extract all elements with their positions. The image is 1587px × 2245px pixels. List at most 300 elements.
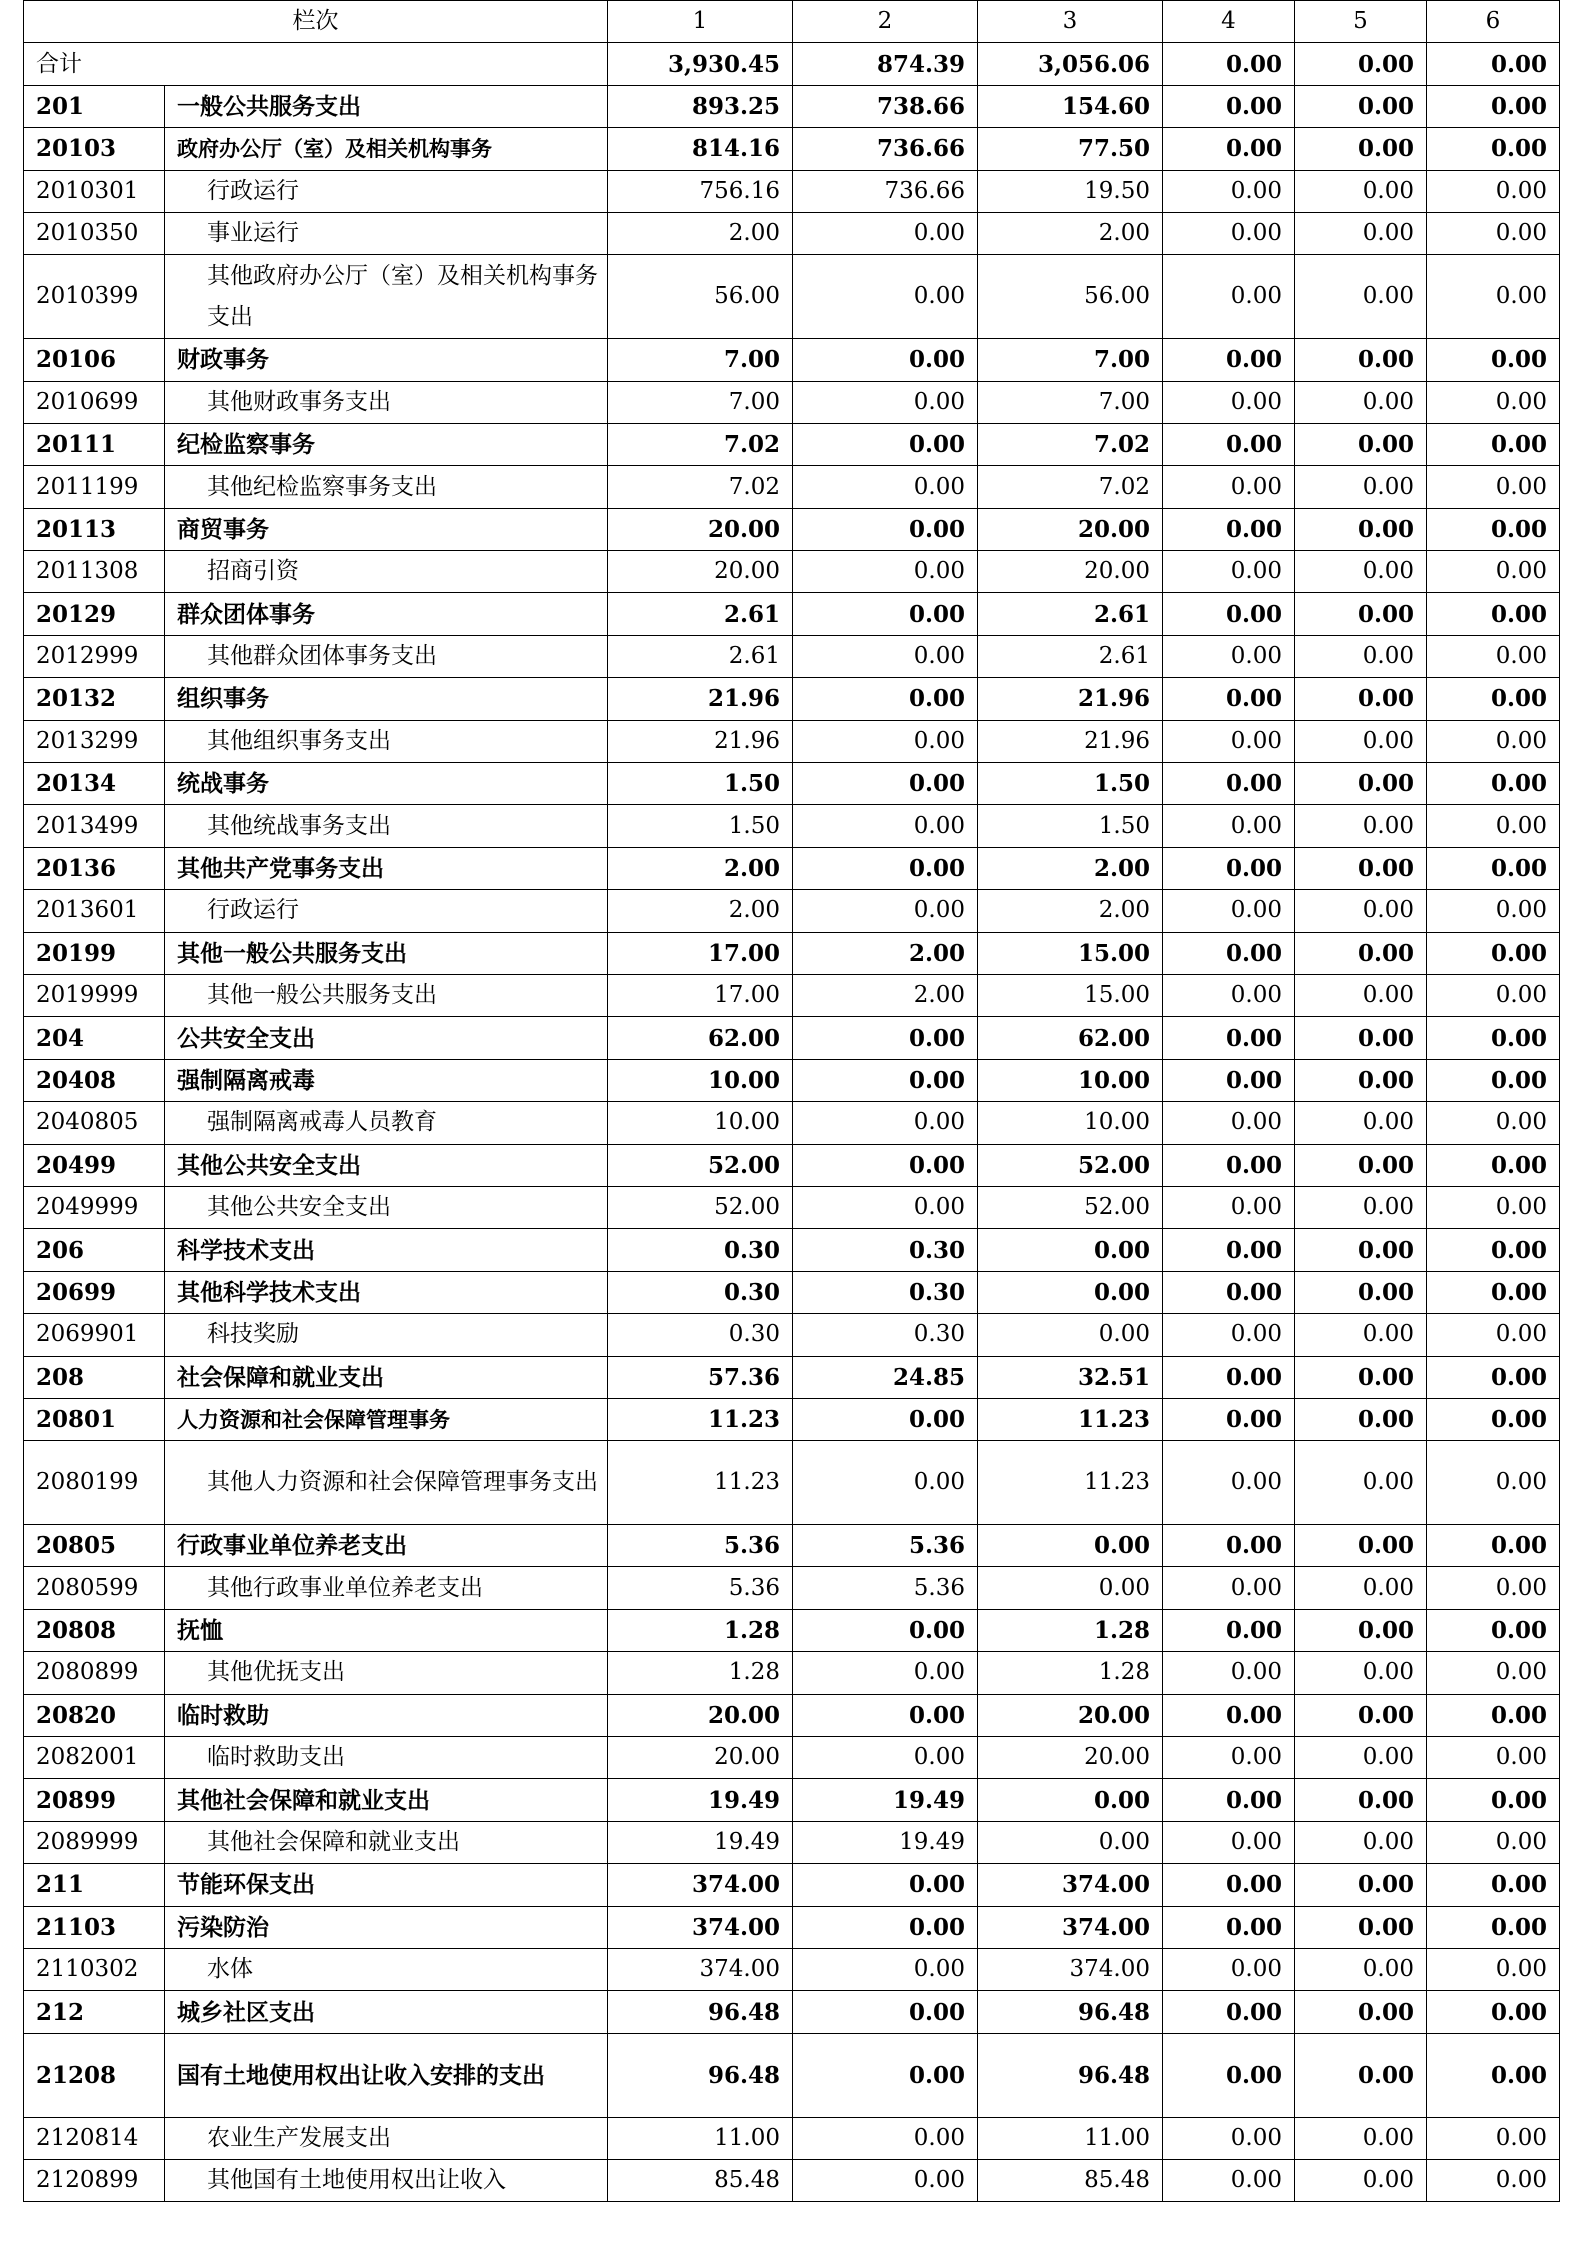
total-value: 0.00: [1163, 43, 1295, 85]
row-name: 其他组织事务支出: [165, 720, 608, 762]
row-value-col-2: 0.00: [793, 1864, 978, 1906]
row-value-col-2: 736.66: [793, 170, 978, 212]
row-value-col-5: 0.00: [1295, 932, 1427, 974]
row-value-col-3: 0.00: [978, 1567, 1163, 1609]
row-value-col-3: 374.00: [978, 1949, 1163, 1991]
table-row: [24, 932, 1560, 974]
row-value-col-6: 0.00: [1427, 466, 1560, 508]
row-value-col-1: 62.00: [608, 1017, 793, 1059]
row-value-col-6: 0.00: [1427, 170, 1560, 212]
row-value-col-3: 21.96: [978, 678, 1163, 720]
row-value-col-5: 0.00: [1295, 466, 1427, 508]
row-value-col-4: 0.00: [1163, 1186, 1295, 1228]
table-row: [24, 890, 1560, 932]
row-value-col-4: 0.00: [1163, 423, 1295, 465]
row-value-col-1: 96.48: [608, 1991, 793, 2033]
row-value-col-5: 0.00: [1295, 2033, 1427, 2117]
row-value-col-3: 15.00: [978, 975, 1163, 1017]
table-row: [24, 551, 1560, 593]
row-value-col-1: 5.36: [608, 1567, 793, 1609]
row-value-col-6: 0.00: [1427, 1567, 1560, 1609]
row-value-col-3: 0.00: [978, 1271, 1163, 1313]
row-value-col-3: 20.00: [978, 1737, 1163, 1779]
row-value-col-3: 56.00: [978, 255, 1163, 339]
row-name: 水体: [165, 1949, 608, 1991]
row-value-col-2: 19.49: [793, 1821, 978, 1863]
row-value-col-4: 0.00: [1163, 1821, 1295, 1863]
row-value-col-6: 0.00: [1427, 128, 1560, 170]
row-value-col-4: 0.00: [1163, 1271, 1295, 1313]
row-value-col-1: 85.48: [608, 2159, 793, 2201]
row-value-col-2: 0.00: [793, 1144, 978, 1186]
row-value-col-3: 10.00: [978, 1102, 1163, 1144]
row-value-col-6: 0.00: [1427, 2159, 1560, 2201]
row-value-col-4: 0.00: [1163, 763, 1295, 805]
table-row: [24, 423, 1560, 465]
table-row: [24, 720, 1560, 762]
table-row: [24, 128, 1560, 170]
row-name: 公共安全支出: [165, 1017, 608, 1059]
row-name: 其他共产党事务支出: [165, 847, 608, 889]
row-value-col-1: 56.00: [608, 255, 793, 339]
row-value-col-3: 20.00: [978, 1694, 1163, 1736]
row-value-col-5: 0.00: [1295, 1102, 1427, 1144]
row-value-col-4: 0.00: [1163, 1229, 1295, 1271]
row-name: 行政运行: [165, 170, 608, 212]
row-value-col-6: 0.00: [1427, 1314, 1560, 1356]
row-value-col-3: 2.61: [978, 593, 1163, 635]
row-value-col-4: 0.00: [1163, 1779, 1295, 1821]
row-value-col-1: 1.28: [608, 1652, 793, 1694]
table-row: [24, 1779, 1560, 1821]
row-value-col-5: 0.00: [1295, 975, 1427, 1017]
table-row: [24, 1991, 1560, 2033]
row-value-col-4: 0.00: [1163, 975, 1295, 1017]
row-value-col-4: 0.00: [1163, 1864, 1295, 1906]
row-value-col-4: 0.00: [1163, 212, 1295, 254]
row-value-col-3: 52.00: [978, 1144, 1163, 1186]
row-value-col-4: 0.00: [1163, 1059, 1295, 1101]
row-name: 其他政府办公厅（室）及相关机构事务支出: [165, 255, 608, 339]
row-value-col-3: 62.00: [978, 1017, 1163, 1059]
row-name: 其他财政事务支出: [165, 381, 608, 423]
row-code: 2013499: [24, 805, 165, 847]
row-name: 农业生产发展支出: [165, 2117, 608, 2159]
table-row: [24, 1186, 1560, 1228]
row-value-col-4: 0.00: [1163, 255, 1295, 339]
table-row: [24, 635, 1560, 677]
header-col-1: 1: [608, 1, 793, 43]
row-value-col-3: 7.02: [978, 466, 1163, 508]
table-row: [24, 1229, 1560, 1271]
row-value-col-2: 0.00: [793, 2117, 978, 2159]
row-value-col-2: 0.00: [793, 212, 978, 254]
row-value-col-1: 11.23: [608, 1398, 793, 1440]
row-value-col-4: 0.00: [1163, 720, 1295, 762]
row-value-col-5: 0.00: [1295, 763, 1427, 805]
row-value-col-6: 0.00: [1427, 635, 1560, 677]
row-code: 20805: [24, 1525, 165, 1567]
row-code: 2013299: [24, 720, 165, 762]
row-code: 212: [24, 1991, 165, 2033]
row-value-col-4: 0.00: [1163, 1652, 1295, 1694]
row-value-col-4: 0.00: [1163, 1567, 1295, 1609]
row-name: 其他优抚支出: [165, 1652, 608, 1694]
row-value-col-1: 17.00: [608, 932, 793, 974]
row-value-col-4: 0.00: [1163, 635, 1295, 677]
row-value-col-2: 0.00: [793, 381, 978, 423]
table-row: [24, 847, 1560, 889]
row-value-col-2: 0.00: [793, 720, 978, 762]
row-value-col-2: 0.30: [793, 1314, 978, 1356]
row-name: 其他社会保障和就业支出: [165, 1821, 608, 1863]
row-value-col-2: 0.00: [793, 847, 978, 889]
row-value-col-5: 0.00: [1295, 508, 1427, 550]
row-value-col-6: 0.00: [1427, 1229, 1560, 1271]
row-value-col-5: 0.00: [1295, 890, 1427, 932]
table-row: [24, 1102, 1560, 1144]
row-value-col-2: 0.00: [793, 339, 978, 381]
row-value-col-4: 0.00: [1163, 339, 1295, 381]
row-value-col-2: 5.36: [793, 1525, 978, 1567]
row-value-col-5: 0.00: [1295, 85, 1427, 127]
row-value-col-5: 0.00: [1295, 1609, 1427, 1651]
row-value-col-2: 0.00: [793, 805, 978, 847]
row-code: 20113: [24, 508, 165, 550]
row-name: 其他科学技术支出: [165, 1271, 608, 1313]
row-value-col-4: 0.00: [1163, 678, 1295, 720]
total-value: 3,930.45: [608, 43, 793, 85]
row-value-col-5: 0.00: [1295, 1694, 1427, 1736]
row-name: 一般公共服务支出: [165, 85, 608, 127]
row-value-col-1: 814.16: [608, 128, 793, 170]
row-value-col-2: 0.00: [793, 1398, 978, 1440]
total-value: 874.39: [793, 43, 978, 85]
row-code: 21208: [24, 2033, 165, 2117]
row-value-col-1: 10.00: [608, 1059, 793, 1101]
row-value-col-1: 20.00: [608, 1694, 793, 1736]
row-value-col-2: 0.00: [793, 1059, 978, 1101]
row-code: 2120899: [24, 2159, 165, 2201]
row-value-col-2: 19.49: [793, 1779, 978, 1821]
row-value-col-6: 0.00: [1427, 1949, 1560, 1991]
row-value-col-6: 0.00: [1427, 1864, 1560, 1906]
row-code: 20408: [24, 1059, 165, 1101]
row-name: 纪检监察事务: [165, 423, 608, 465]
row-code: 20136: [24, 847, 165, 889]
table-row: [24, 1821, 1560, 1863]
table-row: [24, 1059, 1560, 1101]
row-value-col-6: 0.00: [1427, 1737, 1560, 1779]
row-code: 20499: [24, 1144, 165, 1186]
row-code: 2089999: [24, 1821, 165, 1863]
row-value-col-1: 5.36: [608, 1525, 793, 1567]
row-value-col-1: 1.50: [608, 763, 793, 805]
row-value-col-6: 0.00: [1427, 1271, 1560, 1313]
row-value-col-5: 0.00: [1295, 1017, 1427, 1059]
row-value-col-5: 0.00: [1295, 128, 1427, 170]
row-value-col-2: 0.00: [793, 255, 978, 339]
table-row: [24, 805, 1560, 847]
row-code: 20106: [24, 339, 165, 381]
header-col-5: 5: [1295, 1, 1427, 43]
row-value-col-2: 0.00: [793, 1652, 978, 1694]
row-value-col-1: 57.36: [608, 1356, 793, 1398]
table-row: [24, 170, 1560, 212]
row-value-col-6: 0.00: [1427, 1102, 1560, 1144]
row-value-col-3: 0.00: [978, 1229, 1163, 1271]
row-value-col-3: 154.60: [978, 85, 1163, 127]
row-code: 20801: [24, 1398, 165, 1440]
row-name: 其他一般公共服务支出: [165, 932, 608, 974]
row-value-col-5: 0.00: [1295, 170, 1427, 212]
row-value-col-4: 0.00: [1163, 1737, 1295, 1779]
row-code: 20899: [24, 1779, 165, 1821]
row-value-col-2: 0.00: [793, 423, 978, 465]
row-value-col-3: 1.28: [978, 1609, 1163, 1651]
row-value-col-5: 0.00: [1295, 339, 1427, 381]
row-value-col-2: 0.00: [793, 635, 978, 677]
row-value-col-5: 0.00: [1295, 1906, 1427, 1948]
row-code: 2040805: [24, 1102, 165, 1144]
table-row: [24, 466, 1560, 508]
row-value-col-4: 0.00: [1163, 1398, 1295, 1440]
row-value-col-1: 1.28: [608, 1609, 793, 1651]
row-value-col-3: 15.00: [978, 932, 1163, 974]
row-code: 2010399: [24, 255, 165, 339]
row-value-col-4: 0.00: [1163, 128, 1295, 170]
row-value-col-2: 0.00: [793, 593, 978, 635]
row-value-col-2: 0.00: [793, 763, 978, 805]
row-value-col-1: 20.00: [608, 551, 793, 593]
row-value-col-6: 0.00: [1427, 381, 1560, 423]
row-value-col-5: 0.00: [1295, 1652, 1427, 1694]
row-code: 2011199: [24, 466, 165, 508]
row-value-col-6: 0.00: [1427, 212, 1560, 254]
row-value-col-1: 2.61: [608, 593, 793, 635]
row-name: 组织事务: [165, 678, 608, 720]
row-value-col-2: 0.00: [793, 1017, 978, 1059]
row-value-col-1: 0.30: [608, 1229, 793, 1271]
row-code: 2049999: [24, 1186, 165, 1228]
row-name: 国有土地使用权出让收入安排的支出: [165, 2033, 608, 2117]
row-value-col-2: 24.85: [793, 1356, 978, 1398]
table-row: [24, 2033, 1560, 2117]
row-name: 其他公共安全支出: [165, 1186, 608, 1228]
table-row: [24, 1525, 1560, 1567]
table-row: [24, 1017, 1560, 1059]
row-name: 群众团体事务: [165, 593, 608, 635]
row-value-col-4: 0.00: [1163, 1525, 1295, 1567]
row-code: 20111: [24, 423, 165, 465]
row-name: 统战事务: [165, 763, 608, 805]
table-row: [24, 678, 1560, 720]
row-value-col-5: 0.00: [1295, 1186, 1427, 1228]
row-value-col-4: 0.00: [1163, 2117, 1295, 2159]
row-name: 人力资源和社会保障管理事务: [165, 1398, 608, 1440]
row-value-col-6: 0.00: [1427, 255, 1560, 339]
table-row: [24, 1567, 1560, 1609]
row-value-col-4: 0.00: [1163, 593, 1295, 635]
row-value-col-6: 0.00: [1427, 1059, 1560, 1101]
row-code: 204: [24, 1017, 165, 1059]
row-name: 招商引资: [165, 551, 608, 593]
row-code: 206: [24, 1229, 165, 1271]
row-value-col-4: 0.00: [1163, 170, 1295, 212]
row-value-col-6: 0.00: [1427, 805, 1560, 847]
row-value-col-4: 0.00: [1163, 805, 1295, 847]
row-value-col-3: 0.00: [978, 1525, 1163, 1567]
row-value-col-3: 11.00: [978, 2117, 1163, 2159]
row-code: 20134: [24, 763, 165, 805]
row-code: 2080199: [24, 1441, 165, 1525]
row-value-col-3: 1.50: [978, 805, 1163, 847]
row-name: 强制隔离戒毒人员教育: [165, 1102, 608, 1144]
row-value-col-3: 2.61: [978, 635, 1163, 677]
row-value-col-1: 7.02: [608, 423, 793, 465]
row-name: 商贸事务: [165, 508, 608, 550]
row-name: 其他公共安全支出: [165, 1144, 608, 1186]
header-row: [24, 1, 1560, 43]
row-value-col-2: 2.00: [793, 932, 978, 974]
row-code: 2082001: [24, 1737, 165, 1779]
row-code: 20808: [24, 1609, 165, 1651]
row-value-col-2: 0.00: [793, 678, 978, 720]
row-value-col-2: 0.00: [793, 1441, 978, 1525]
row-value-col-5: 0.00: [1295, 1314, 1427, 1356]
row-value-col-5: 0.00: [1295, 2159, 1427, 2201]
row-value-col-1: 2.00: [608, 847, 793, 889]
expenditure-table: [23, 0, 1560, 2202]
row-value-col-6: 0.00: [1427, 847, 1560, 889]
table-row: [24, 255, 1560, 339]
row-value-col-5: 0.00: [1295, 1779, 1427, 1821]
row-value-col-6: 0.00: [1427, 339, 1560, 381]
row-value-col-6: 0.00: [1427, 932, 1560, 974]
row-name: 节能环保支出: [165, 1864, 608, 1906]
row-value-col-1: 19.49: [608, 1779, 793, 1821]
row-value-col-3: 52.00: [978, 1186, 1163, 1228]
total-label: 合计: [24, 43, 608, 85]
row-value-col-1: 20.00: [608, 508, 793, 550]
row-value-col-2: 0.30: [793, 1229, 978, 1271]
row-value-col-4: 0.00: [1163, 1314, 1295, 1356]
row-value-col-5: 0.00: [1295, 678, 1427, 720]
row-name: 其他一般公共服务支出: [165, 975, 608, 1017]
row-value-col-1: 21.96: [608, 678, 793, 720]
row-value-col-5: 0.00: [1295, 2117, 1427, 2159]
row-value-col-2: 0.00: [793, 1906, 978, 1948]
row-value-col-5: 0.00: [1295, 720, 1427, 762]
row-value-col-1: 2.00: [608, 890, 793, 932]
row-name: 强制隔离戒毒: [165, 1059, 608, 1101]
row-code: 20129: [24, 593, 165, 635]
row-value-col-1: 1.50: [608, 805, 793, 847]
row-code: 2080899: [24, 1652, 165, 1694]
row-value-col-3: 2.00: [978, 212, 1163, 254]
row-value-col-4: 0.00: [1163, 1906, 1295, 1948]
row-value-col-4: 0.00: [1163, 1991, 1295, 2033]
table-row: [24, 1144, 1560, 1186]
row-code: 201: [24, 85, 165, 127]
row-name: 其他行政事业单位养老支出: [165, 1567, 608, 1609]
table-row: [24, 975, 1560, 1017]
row-code: 2010350: [24, 212, 165, 254]
row-value-col-4: 0.00: [1163, 890, 1295, 932]
row-value-col-3: 20.00: [978, 551, 1163, 593]
row-value-col-3: 0.00: [978, 1314, 1163, 1356]
row-value-col-4: 0.00: [1163, 551, 1295, 593]
row-value-col-5: 0.00: [1295, 1864, 1427, 1906]
row-value-col-5: 0.00: [1295, 1144, 1427, 1186]
row-name: 临时救助支出: [165, 1737, 608, 1779]
row-value-col-5: 0.00: [1295, 805, 1427, 847]
row-value-col-5: 0.00: [1295, 551, 1427, 593]
row-value-col-1: 0.30: [608, 1271, 793, 1313]
table-row: [24, 339, 1560, 381]
table-row: [24, 1609, 1560, 1651]
row-value-col-6: 0.00: [1427, 1525, 1560, 1567]
row-value-col-5: 0.00: [1295, 1567, 1427, 1609]
row-code: 2120814: [24, 2117, 165, 2159]
row-value-col-4: 0.00: [1163, 1441, 1295, 1525]
row-value-col-6: 0.00: [1427, 1906, 1560, 1948]
total-row: [24, 43, 1560, 85]
row-value-col-5: 0.00: [1295, 1737, 1427, 1779]
row-value-col-3: 77.50: [978, 128, 1163, 170]
row-value-col-1: 11.23: [608, 1441, 793, 1525]
row-name: 污染防治: [165, 1906, 608, 1948]
row-value-col-5: 0.00: [1295, 1271, 1427, 1313]
row-value-col-5: 0.00: [1295, 212, 1427, 254]
row-code: 2011308: [24, 551, 165, 593]
row-value-col-6: 0.00: [1427, 85, 1560, 127]
row-value-col-1: 7.00: [608, 339, 793, 381]
table-row: [24, 1737, 1560, 1779]
row-value-col-3: 11.23: [978, 1441, 1163, 1525]
row-value-col-3: 374.00: [978, 1864, 1163, 1906]
row-name: 行政事业单位养老支出: [165, 1525, 608, 1567]
table-row: [24, 1906, 1560, 1948]
row-value-col-6: 0.00: [1427, 1652, 1560, 1694]
row-value-col-1: 52.00: [608, 1186, 793, 1228]
row-name: 社会保障和就业支出: [165, 1356, 608, 1398]
table-row: [24, 1694, 1560, 1736]
row-value-col-3: 2.00: [978, 890, 1163, 932]
total-value: 0.00: [1295, 43, 1427, 85]
row-value-col-6: 0.00: [1427, 1441, 1560, 1525]
table-row: [24, 1356, 1560, 1398]
row-value-col-2: 0.00: [793, 551, 978, 593]
header-col-6: 6: [1427, 1, 1560, 43]
row-value-col-6: 0.00: [1427, 593, 1560, 635]
header-col-3: 3: [978, 1, 1163, 43]
row-value-col-1: 374.00: [608, 1906, 793, 1948]
row-name: 临时救助: [165, 1694, 608, 1736]
row-value-col-1: 374.00: [608, 1949, 793, 1991]
row-value-col-3: 7.00: [978, 381, 1163, 423]
row-value-col-2: 2.00: [793, 975, 978, 1017]
row-value-col-3: 2.00: [978, 847, 1163, 889]
row-value-col-4: 0.00: [1163, 2033, 1295, 2117]
row-value-col-2: 0.00: [793, 1694, 978, 1736]
row-name: 其他纪检监察事务支出: [165, 466, 608, 508]
row-value-col-3: 21.96: [978, 720, 1163, 762]
row-value-col-6: 0.00: [1427, 2033, 1560, 2117]
row-value-col-2: 0.00: [793, 890, 978, 932]
row-name: 财政事务: [165, 339, 608, 381]
row-value-col-6: 0.00: [1427, 1694, 1560, 1736]
